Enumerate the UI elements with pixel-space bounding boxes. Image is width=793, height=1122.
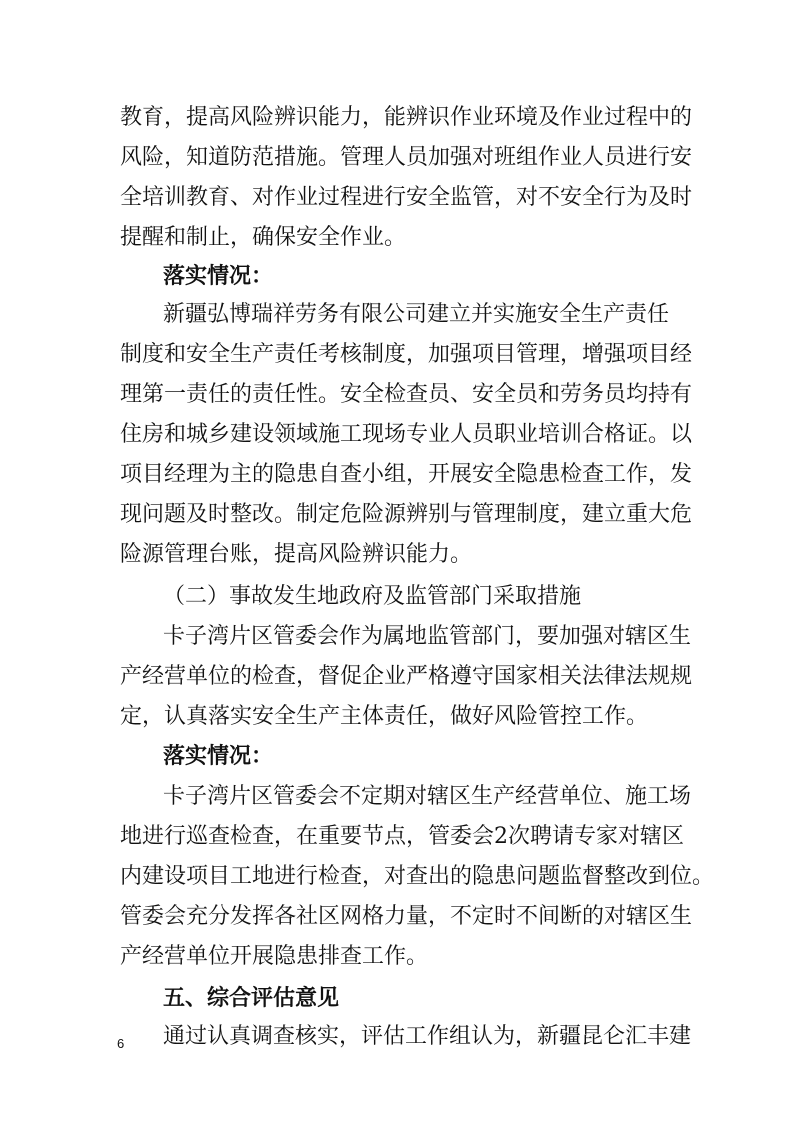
body-line: 住房和城乡建设领域施工现场专业人员职业培训合格证。以 — [120, 422, 693, 447]
body-line: 卡子湾片区管委会作为属地监管部门，要加强对辖区生 — [163, 624, 692, 649]
body-line: 通过认真调查核实，评估工作组认为，新疆昆仑汇丰建 — [163, 1024, 692, 1049]
body-line: 制度和安全生产责任考核制度，加强项目管理，增强项目经 — [120, 342, 693, 367]
page-number: 6 — [117, 1036, 125, 1051]
body-line: 产经营单位的检查，督促企业严格遵守国家相关法律法规规 — [120, 664, 693, 689]
section-label-implementation: 落实情况： — [163, 744, 274, 769]
section-heading: 五、综合评估意见 — [163, 986, 340, 1011]
body-line: 内建设项目工地进行检查，对查出的隐患问题监督整改到位。 — [120, 864, 715, 889]
body-line: 险源管理台账，提高风险辨识能力。 — [120, 542, 473, 567]
body-line: 产经营单位开展隐患排查工作。 — [120, 944, 429, 969]
body-line: 项目经理为主的隐患自查小组，开展安全隐患检查工作，发 — [120, 462, 693, 487]
section-label-implementation: 落实情况： — [163, 264, 274, 289]
body-line: 地进行巡查检查，在重要节点，管委会2次聘请专家对辖区 — [120, 824, 684, 849]
body-line: 定，认真落实安全生产主体责任，做好风险管控工作。 — [120, 704, 649, 729]
body-line: 现问题及时整改。制定危险源辨别与管理制度，建立重大危 — [120, 502, 693, 527]
body-line: 卡子湾片区管委会不定期对辖区生产经营单位、施工场 — [163, 784, 692, 809]
body-line: 风险，知道防范措施。管理人员加强对班组作业人员进行安 — [120, 145, 693, 170]
body-line: 管委会充分发挥各社区网格力量，不定时不间断的对辖区生 — [120, 904, 693, 929]
body-line: 教育，提高风险辨识能力，能辨识作业环境及作业过程中的 — [120, 105, 693, 130]
body-line: 理第一责任的责任性。安全检查员、安全员和劳务员均持有 — [120, 382, 693, 407]
body-line: 新疆弘博瑞祥劳务有限公司建立并实施安全生产责任 — [163, 302, 670, 327]
body-line: 全培训教育、对作业过程进行安全监管，对不安全行为及时 — [120, 185, 693, 210]
subsection-heading: （二）事故发生地政府及监管部门采取措施 — [163, 584, 582, 609]
body-line: 提醒和制止，确保安全作业。 — [120, 225, 407, 250]
